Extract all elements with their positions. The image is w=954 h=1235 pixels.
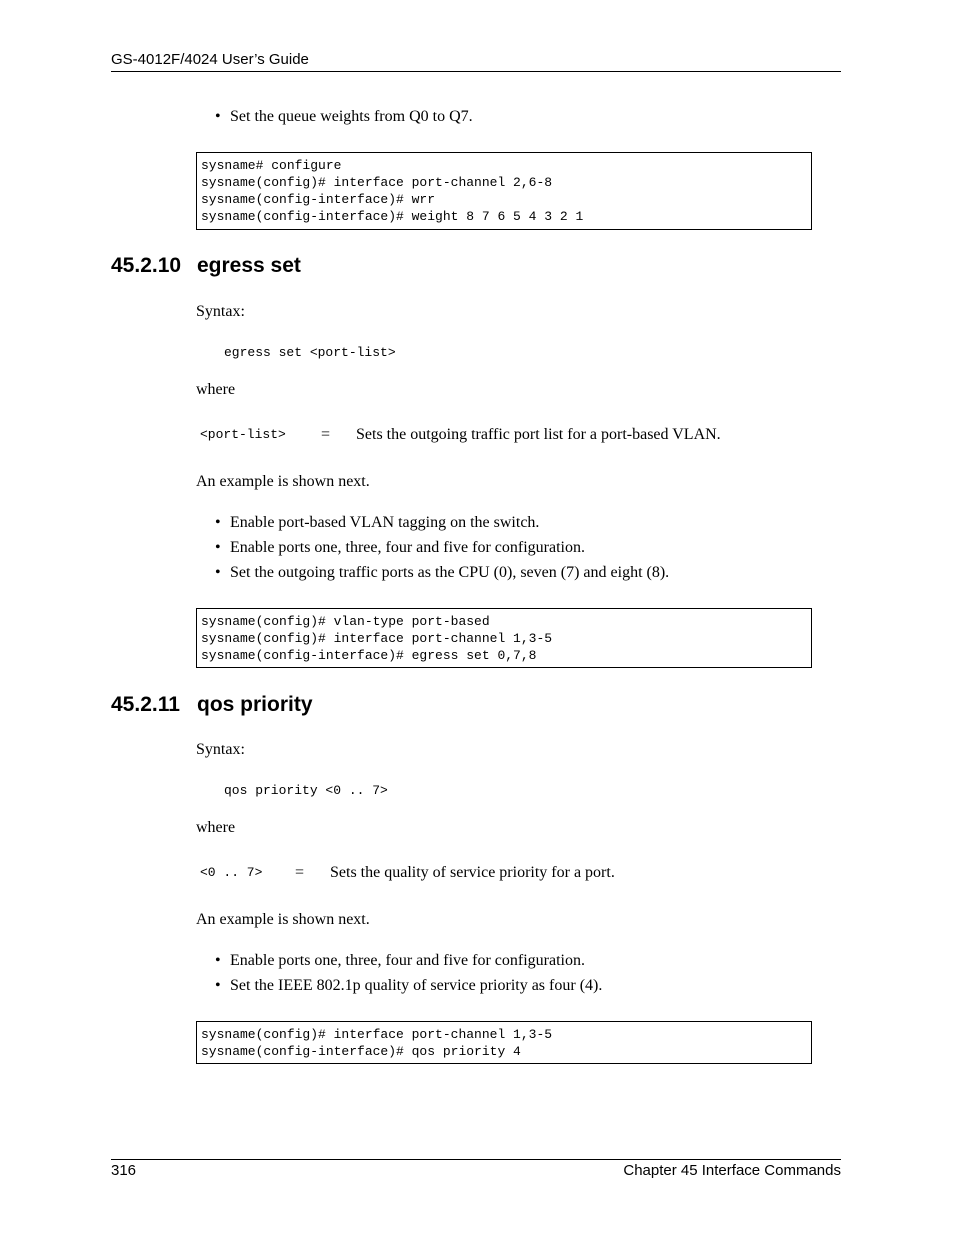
footer-rule bbox=[111, 1159, 841, 1160]
code-block-qos bbox=[196, 1021, 812, 1064]
where-label: where bbox=[196, 819, 236, 836]
code-block-wrr bbox=[196, 152, 812, 230]
header-rule bbox=[111, 71, 841, 72]
param-name: <0 .. 7> bbox=[200, 865, 263, 880]
section-heading: egress set bbox=[197, 254, 301, 277]
param-description: Sets the quality of service priority for a port. bbox=[330, 864, 615, 881]
section-title-qos-priority bbox=[111, 693, 313, 717]
where-label: where bbox=[196, 381, 236, 398]
section-heading: qos priority bbox=[197, 693, 313, 716]
list-item: • Enable ports one, three, four and five for configuration. bbox=[212, 951, 602, 976]
chapter-title: Chapter 45 Interface Commands bbox=[623, 1162, 841, 1179]
code-line: sysname(config)# interface port-channel 1,3-5 bbox=[201, 631, 553, 646]
param-name: <port-list> bbox=[200, 427, 286, 442]
code-line: sysname(config)# interface port-channel 1,3-5 bbox=[201, 1027, 553, 1042]
code-line: sysname(config-interface)# weight 8 7 6 5 4 3 2 1 bbox=[201, 209, 584, 224]
syntax-command: egress set <port-list> bbox=[224, 345, 396, 360]
egress-bullet-list bbox=[212, 513, 669, 588]
section-title-egress-set bbox=[111, 254, 301, 278]
section-number: 45.2.11 bbox=[111, 693, 180, 716]
section-number: 45.2.10 bbox=[111, 254, 182, 277]
example-label: An example is shown next. bbox=[196, 911, 370, 928]
syntax-command: qos priority <0 .. 7> bbox=[224, 783, 388, 798]
code-line: sysname(config)# vlan-type port-based bbox=[201, 614, 490, 629]
intro-bullet-list bbox=[212, 107, 473, 132]
param-description: Sets the outgoing traffic port list for a port-based VLAN. bbox=[356, 426, 721, 443]
list-item: • Enable ports one, three, four and five for configuration. bbox=[212, 538, 669, 563]
qos-bullet-list bbox=[212, 951, 602, 1001]
example-label: An example is shown next. bbox=[196, 473, 370, 490]
param-equals: = bbox=[295, 864, 305, 881]
code-block-egress bbox=[196, 608, 812, 668]
syntax-label: Syntax: bbox=[196, 303, 245, 320]
list-item: • Set the outgoing traffic ports as the CPU (0), seven (7) and eight (8). bbox=[212, 563, 669, 588]
page-number: 316 bbox=[111, 1162, 137, 1179]
param-equals: = bbox=[321, 426, 331, 443]
code-line: sysname(config-interface)# egress set 0,7,8 bbox=[201, 648, 537, 663]
code-line: sysname(config)# interface port-channel 2,6-8 bbox=[201, 175, 553, 190]
code-line: sysname(config-interface)# qos priority 4 bbox=[201, 1044, 521, 1059]
list-item: • Set the IEEE 802.1p quality of service priority as four (4). bbox=[212, 976, 602, 1001]
code-line: sysname# configure bbox=[201, 158, 342, 173]
list-item: • Enable port-based VLAN tagging on the switch. bbox=[212, 513, 669, 538]
syntax-label: Syntax: bbox=[196, 741, 245, 758]
list-item: • Set the queue weights from Q0 to Q7. bbox=[212, 107, 473, 132]
header-title: GS-4012F/4024 User’s Guide bbox=[111, 51, 309, 68]
code-line: sysname(config-interface)# wrr bbox=[201, 192, 436, 207]
